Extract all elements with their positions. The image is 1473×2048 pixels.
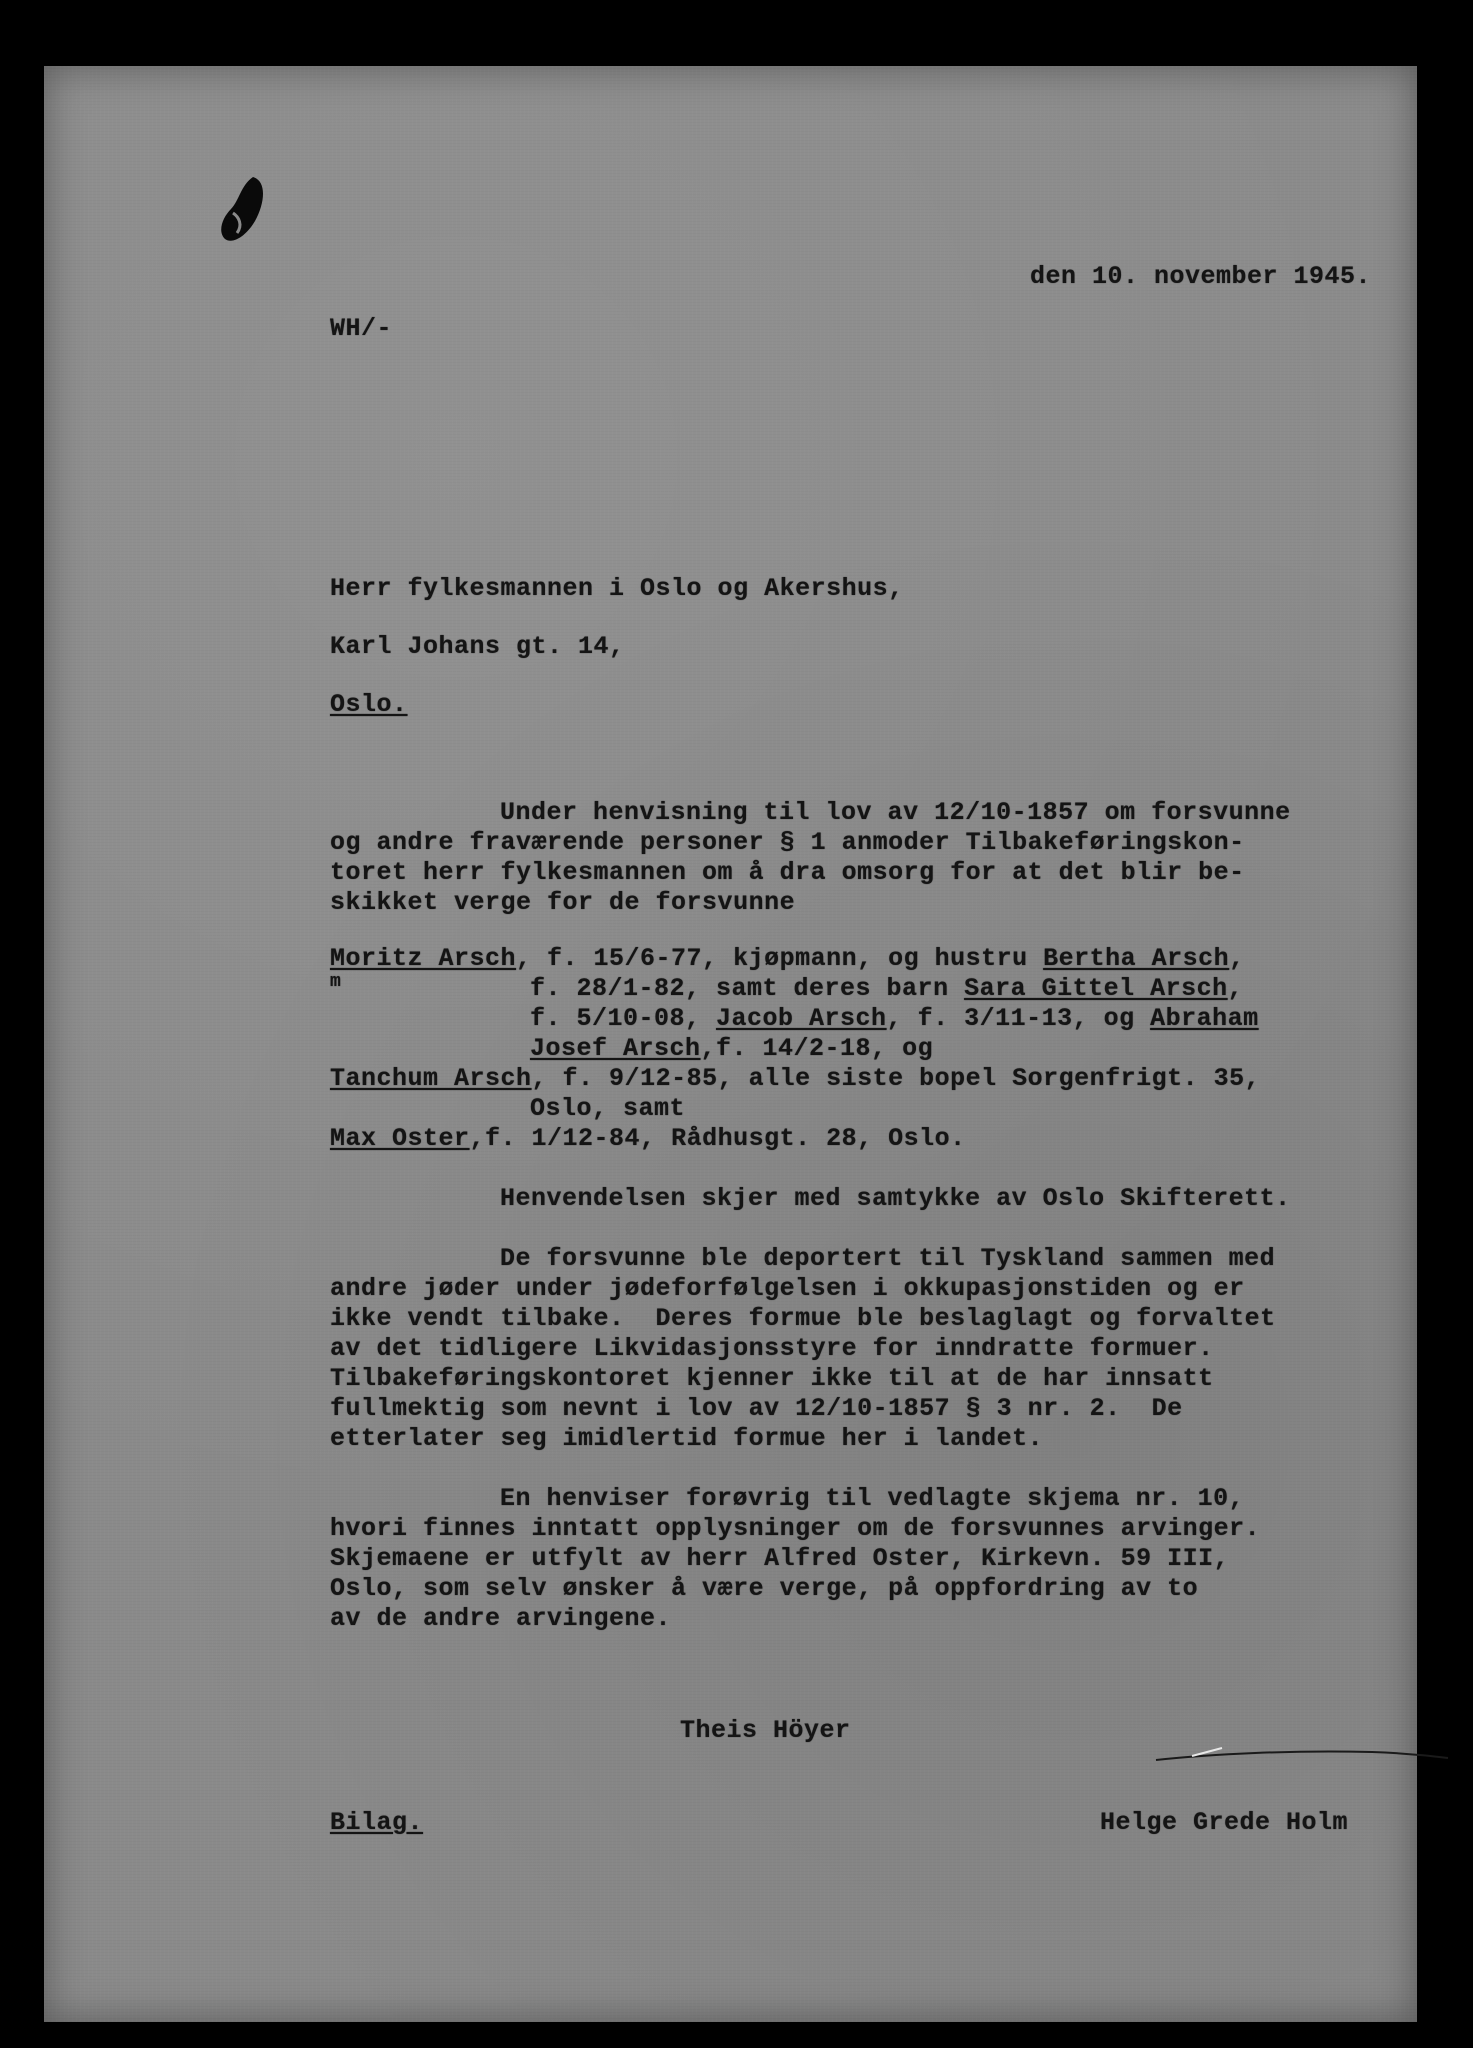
person-details: , f. 3/11-13, og	[886, 1004, 1151, 1033]
persons-line-7	[330, 1124, 966, 1153]
document-page	[44, 66, 1417, 2022]
person-details: , f. 15/6-77, kjøpmann, og hustru	[516, 944, 1044, 973]
person-details: f. 28/1-82, samt deres barn	[530, 974, 965, 1003]
paragraph-line: andre jøder under jødeforfølgelsen i okkupasjonstiden og er	[330, 1274, 1245, 1303]
signature-right: Helge Grede Holm	[1100, 1808, 1349, 1837]
paragraph-line: og andre fraværende personer § 1 anmoder Tilbakeføringskon-	[330, 828, 1245, 857]
person-details: f. 5/10-08,	[530, 1004, 717, 1033]
persons-line-4	[530, 1034, 933, 1063]
recipient-street: Karl Johans gt. 14,	[330, 632, 625, 661]
person-name: Sara Gittel Arsch	[964, 974, 1228, 1003]
person-name: Moritz Arsch	[330, 944, 517, 973]
person-name: Abraham	[1150, 1004, 1259, 1033]
paragraph-line: skikket verge for de forsvunne	[330, 888, 796, 917]
punctuation: ,	[1227, 974, 1244, 1003]
margin-mark: m	[330, 972, 342, 992]
paragraph-line: av de andre arvingene.	[330, 1604, 672, 1633]
paragraph-line: Under henvisning til lov av 12/10-1857 om forsvunne	[500, 798, 1291, 827]
person-name: Bertha Arsch	[1043, 944, 1230, 973]
paragraph-line: En henviser forøvrig til vedlagte skjema nr. 10,	[500, 1484, 1245, 1513]
persons-line-3	[530, 1004, 1259, 1033]
paragraph-line: toret herr fylkesmannen om å dra omsorg for at det blir be-	[330, 858, 1245, 887]
signature-stroke	[1152, 1736, 1452, 1766]
paragraph-line: ikke vendt tilbake. Deres formue ble beslaglagt og forvaltet	[330, 1304, 1276, 1333]
person-details: ,f. 14/2-18, og	[700, 1034, 934, 1063]
paragraph-line: etterlater seg imidlertid formue her i landet.	[330, 1424, 1044, 1453]
date-line: den 10. november 1945.	[1030, 262, 1372, 291]
persons-line-5	[330, 1064, 1260, 1093]
persons-line-2	[530, 974, 1243, 1003]
person-name: Tanchum Arsch	[330, 1064, 532, 1093]
person-name: Max Oster	[330, 1124, 470, 1153]
reference-initials: WH/-	[330, 314, 393, 343]
person-name: Josef Arsch	[530, 1034, 701, 1063]
paragraph-consent: Henvendelsen skjer med samtykke av Oslo Skifterett.	[500, 1184, 1291, 1213]
signature-left: Theis Höyer	[680, 1716, 851, 1745]
paragraph-line: fullmektig som nevnt i lov av 12/10-1857 § 3 nr. 2. De	[330, 1394, 1183, 1423]
recipient-city: Oslo.	[330, 690, 408, 719]
ink-blot-mark	[215, 173, 275, 248]
paragraph-line: Tilbakeføringskontoret kjenner ikke til at de har innsatt	[330, 1364, 1214, 1393]
paragraph-line: De forsvunne ble deportert til Tyskland sammen med	[500, 1244, 1276, 1273]
persons-line-6: Oslo, samt	[530, 1094, 686, 1123]
paragraph-line: av det tidligere Likvidasjonsstyre for inndratte formuer.	[330, 1334, 1214, 1363]
persons-line-1	[330, 944, 1245, 973]
paragraph-line: Oslo, som selv ønsker å være verge, på oppfordring av to	[330, 1574, 1199, 1603]
paragraph-line: hvori finnes inntatt opplysninger om de forsvunnes arvinger.	[330, 1514, 1261, 1543]
person-details: , f. 9/12-85, alle siste bopel Sorgenfrigt. 35,	[531, 1064, 1261, 1093]
person-details: ,f. 1/12-84, Rådhusgt. 28, Oslo.	[469, 1124, 966, 1153]
punctuation: ,	[1229, 944, 1245, 973]
person-name: Jacob Arsch	[716, 1004, 887, 1033]
paragraph-line: Skjemaene er utfylt av herr Alfred Oster, Kirkevn. 59 III,	[330, 1544, 1230, 1573]
recipient-name: Herr fylkesmannen i Oslo og Akershus,	[330, 574, 904, 603]
enclosure-label: Bilag.	[330, 1808, 424, 1837]
